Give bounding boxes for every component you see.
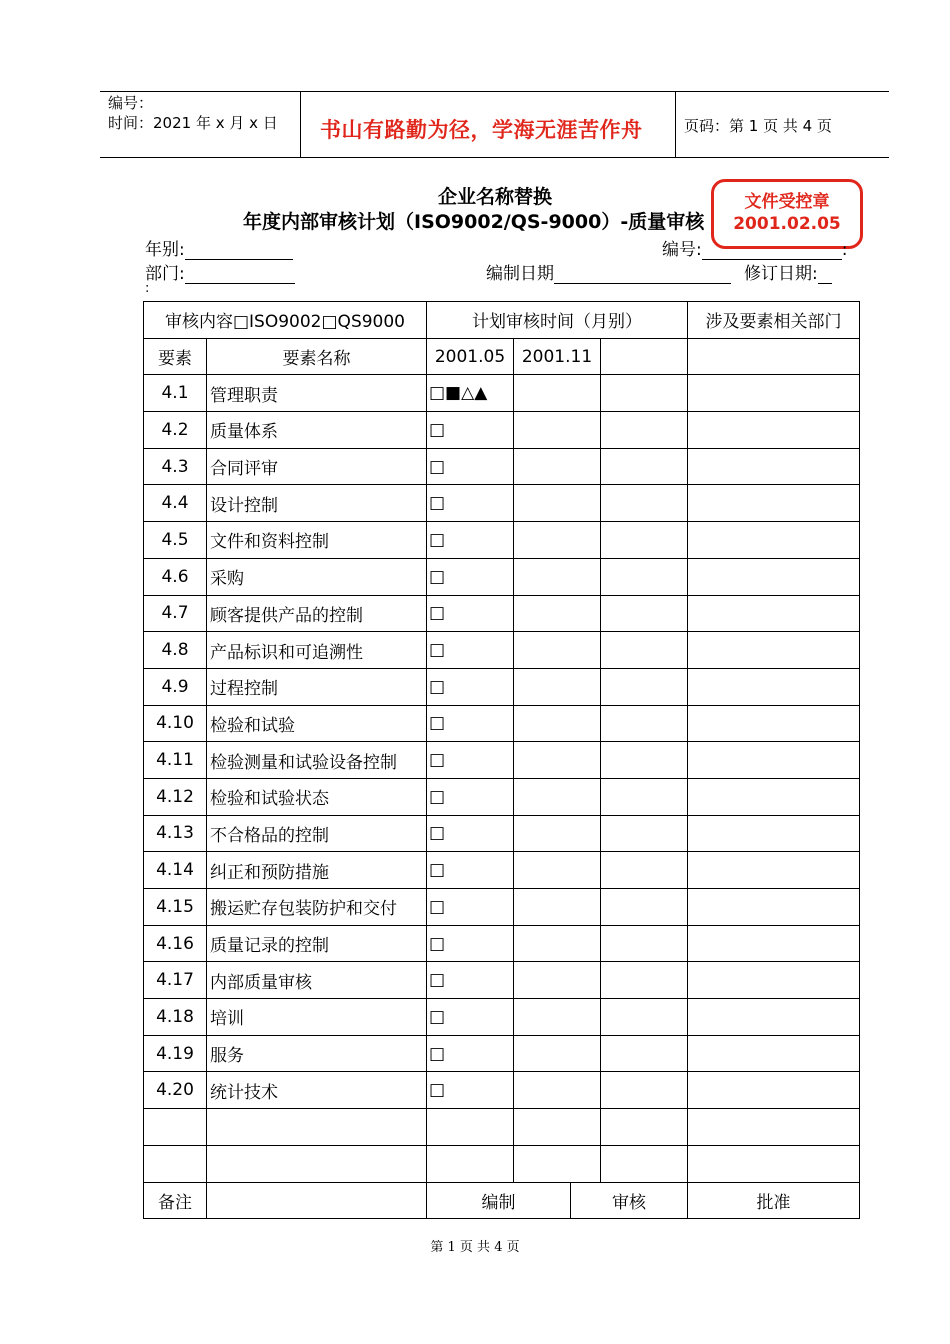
audit-mark: □: [427, 522, 514, 559]
audit-mark: □: [427, 448, 514, 485]
element-name: 统计技术: [207, 1072, 427, 1109]
cell-date-2: [514, 668, 601, 705]
signature-row: [144, 1182, 860, 1219]
cell-dept: [688, 412, 860, 449]
cell-date-2: [514, 705, 601, 742]
number-underline[interactable]: [702, 242, 842, 260]
audit-mark: □: [427, 742, 514, 779]
element-number: 4.3: [144, 448, 207, 485]
element-number: 4.7: [144, 595, 207, 632]
cell-dept: [688, 595, 860, 632]
table-row: [144, 595, 860, 632]
cell-dept: [688, 852, 860, 889]
element-number: 4.18: [144, 999, 207, 1036]
empty-cell: [514, 1145, 601, 1182]
dept-col-cell: [688, 338, 860, 375]
empty-row: [144, 1109, 860, 1146]
audit-mark: □: [427, 815, 514, 852]
audit-mark: □: [427, 558, 514, 595]
table-row: [144, 632, 860, 669]
cell-date-2: [514, 778, 601, 815]
empty-cell: [514, 1109, 601, 1146]
cell-date-2: [514, 375, 601, 412]
cell-date-2: [514, 448, 601, 485]
cell-date-2: [514, 852, 601, 889]
element-name: 内部质量审核: [207, 962, 427, 999]
cell-date-3: [601, 962, 688, 999]
revise-date-label: 修订日期:: [744, 264, 818, 284]
edit-date-underline[interactable]: [554, 266, 731, 284]
element-number: 4.4: [144, 485, 207, 522]
element-number: 4.13: [144, 815, 207, 852]
cell-date-3: [601, 1035, 688, 1072]
header-serial-label: 编号：: [108, 94, 154, 112]
empty-cell: [601, 1145, 688, 1182]
table-row: [144, 705, 860, 742]
compile-label: 编制: [427, 1182, 571, 1219]
cell-date-3: [601, 852, 688, 889]
cell-date-3: [601, 375, 688, 412]
element-name: 培训: [207, 999, 427, 1036]
dept-label: 部门:: [145, 264, 185, 284]
cell-date-3: [601, 742, 688, 779]
date-col-2: 2001.11: [514, 338, 601, 375]
empty-cell: [427, 1145, 514, 1182]
header-time-label: 时间：2021 年 x 月 x 日: [108, 114, 278, 132]
edit-date-field: [486, 259, 731, 284]
element-number: 4.14: [144, 852, 207, 889]
cell-date-2: [514, 999, 601, 1036]
audit-mark: □: [427, 705, 514, 742]
element-number: 4.8: [144, 632, 207, 669]
element-name: 设计控制: [207, 485, 427, 522]
element-name: 质量体系: [207, 412, 427, 449]
table-row: [144, 1035, 860, 1072]
number-tail: :: [841, 240, 848, 260]
cell-date-3: [601, 595, 688, 632]
review-label: 审核: [571, 1182, 688, 1219]
audit-mark: □: [427, 595, 514, 632]
table-row: [144, 999, 860, 1036]
cell-date-3: [601, 412, 688, 449]
date-col-1: 2001.05: [427, 338, 514, 375]
element-name: 过程控制: [207, 668, 427, 705]
header-top-rule: [100, 91, 889, 92]
cell-date-3: [601, 1072, 688, 1109]
cell-date-2: [514, 925, 601, 962]
audit-mark: □■△▲: [427, 375, 514, 412]
element-number: 4.6: [144, 558, 207, 595]
dept-underline[interactable]: [185, 266, 295, 284]
cell-date-3: [601, 632, 688, 669]
audit-mark: □: [427, 778, 514, 815]
edit-date-label: 编制日期: [486, 264, 554, 284]
cell-date-2: [514, 522, 601, 559]
cell-date-2: [514, 632, 601, 669]
cell-date-3: [601, 668, 688, 705]
cell-dept: [688, 668, 860, 705]
table-row: [144, 852, 860, 889]
element-number: 4.10: [144, 705, 207, 742]
cell-date-2: [514, 742, 601, 779]
cell-dept: [688, 448, 860, 485]
year-label: 年别:: [145, 240, 185, 260]
element-name-col-header: 要素名称: [207, 338, 427, 375]
empty-cell: [144, 1109, 207, 1146]
element-name: 合同评审: [207, 448, 427, 485]
element-name: 顾客提供产品的控制: [207, 595, 427, 632]
audit-mark: □: [427, 632, 514, 669]
cell-date-3: [601, 778, 688, 815]
table-row: [144, 375, 860, 412]
empty-cell: [207, 1145, 427, 1182]
audit-plan-table: [143, 301, 860, 1219]
company-name: 企业名称替换: [437, 186, 552, 208]
table-row: [144, 668, 860, 705]
element-name: 产品标识和可追溯性: [207, 632, 427, 669]
audit-mark: □: [427, 852, 514, 889]
cell-dept: [688, 889, 860, 926]
audit-mark: □: [427, 485, 514, 522]
empty-cell: [144, 1145, 207, 1182]
cell-dept: [688, 778, 860, 815]
element-number: 4.11: [144, 742, 207, 779]
audit-mark: □: [427, 1072, 514, 1109]
number-label: 编号:: [662, 240, 702, 260]
element-number: 4.9: [144, 668, 207, 705]
audit-mark: □: [427, 925, 514, 962]
page-footer: 第 1 页 共 4 页: [430, 1240, 520, 1255]
cell-date-3: [601, 999, 688, 1036]
header-slogan: 书山有路勤为径，学海无涯苦作舟: [320, 118, 643, 142]
cell-date-2: [514, 1072, 601, 1109]
header-bottom-rule: [100, 157, 889, 158]
element-number: 4.17: [144, 962, 207, 999]
element-name: 服务: [207, 1035, 427, 1072]
cell-dept: [688, 485, 860, 522]
empty-row: [144, 1145, 860, 1182]
header-divider-left: [300, 91, 301, 158]
cell-date-3: [601, 485, 688, 522]
empty-cell: [688, 1109, 860, 1146]
revise-date-underline[interactable]: [818, 266, 832, 284]
empty-cell: [207, 1109, 427, 1146]
cell-dept: [688, 705, 860, 742]
cell-dept: [688, 815, 860, 852]
cell-date-3: [601, 558, 688, 595]
cell-date-2: [514, 595, 601, 632]
table-row: [144, 815, 860, 852]
element-number: 4.5: [144, 522, 207, 559]
cell-date-3: [601, 925, 688, 962]
element-col-header: 要素: [144, 338, 207, 375]
empty-cell: [427, 1109, 514, 1146]
audit-mark: □: [427, 668, 514, 705]
header-page-info: 页码：第 1 页 共 4 页: [684, 117, 832, 135]
related-dept-header: 涉及要素相关部门: [688, 302, 860, 339]
element-name: 质量记录的控制: [207, 925, 427, 962]
audit-mark: □: [427, 1035, 514, 1072]
year-field: [145, 235, 293, 260]
element-name: 检验和试验: [207, 705, 427, 742]
cell-dept: [688, 558, 860, 595]
table-row: [144, 558, 860, 595]
document-title: 年度内部审核计划（ISO9002/QS-9000）-质量审核: [243, 211, 705, 233]
element-number: 4.20: [144, 1072, 207, 1109]
cell-date-3: [601, 522, 688, 559]
table-row: [144, 448, 860, 485]
element-name: 不合格品的控制: [207, 815, 427, 852]
plan-time-header: 计划审核时间（月别）: [427, 302, 688, 339]
table-row: [144, 925, 860, 962]
table-row: [144, 1072, 860, 1109]
audit-mark: □: [427, 889, 514, 926]
cell-date-2: [514, 815, 601, 852]
cell-dept: [688, 1072, 860, 1109]
element-name: 纠正和预防措施: [207, 852, 427, 889]
table-row: [144, 412, 860, 449]
element-number: 4.19: [144, 1035, 207, 1072]
element-number: 4.16: [144, 925, 207, 962]
cell-date-3: [601, 889, 688, 926]
table-row: [144, 889, 860, 926]
table-row: [144, 742, 860, 779]
cell-date-2: [514, 485, 601, 522]
element-number: 4.1: [144, 375, 207, 412]
cell-dept: [688, 375, 860, 412]
table-row: [144, 485, 860, 522]
empty-cell: [601, 1109, 688, 1146]
cell-date-2: [514, 412, 601, 449]
table-row: [144, 778, 860, 815]
cell-dept: [688, 742, 860, 779]
cell-date-3: [601, 448, 688, 485]
dept-field: [145, 259, 295, 284]
cell-date-3: [601, 815, 688, 852]
stamp-line1: 文件受控章: [744, 192, 830, 212]
cell-dept: [688, 962, 860, 999]
table-row: [144, 962, 860, 999]
revise-date-field: [744, 259, 832, 284]
remarks-value[interactable]: [207, 1182, 427, 1219]
audit-mark: □: [427, 962, 514, 999]
number-field: [662, 235, 847, 260]
element-name: 管理职责: [207, 375, 427, 412]
cell-date-2: [514, 889, 601, 926]
audit-mark: □: [427, 999, 514, 1036]
element-number: 4.12: [144, 778, 207, 815]
cell-dept: [688, 632, 860, 669]
cell-date-2: [514, 962, 601, 999]
cell-dept: [688, 925, 860, 962]
element-name: 采购: [207, 558, 427, 595]
cell-date-2: [514, 1035, 601, 1072]
cell-date-3: [601, 705, 688, 742]
stray-colon: :: [145, 281, 150, 296]
header-divider-right: [675, 91, 676, 158]
element-name: 搬运贮存包装防护和交付: [207, 889, 427, 926]
approve-label: 批准: [688, 1182, 860, 1219]
element-number: 4.15: [144, 889, 207, 926]
cell-dept: [688, 999, 860, 1036]
element-number: 4.2: [144, 412, 207, 449]
stamp-line2: 2001.02.05: [733, 214, 841, 234]
table-row: [144, 522, 860, 559]
audit-mark: □: [427, 412, 514, 449]
empty-cell: [688, 1145, 860, 1182]
remarks-label: 备注: [144, 1182, 207, 1219]
element-name: 检验和试验状态: [207, 778, 427, 815]
cell-dept: [688, 1035, 860, 1072]
date-col-3: [601, 338, 688, 375]
cell-dept: [688, 522, 860, 559]
cell-date-2: [514, 558, 601, 595]
element-name: 文件和资料控制: [207, 522, 427, 559]
year-underline[interactable]: [185, 242, 293, 260]
audit-content-header: 审核内容□ISO9002□QS9000: [144, 302, 427, 339]
element-name: 检验测量和试验设备控制: [207, 742, 427, 779]
